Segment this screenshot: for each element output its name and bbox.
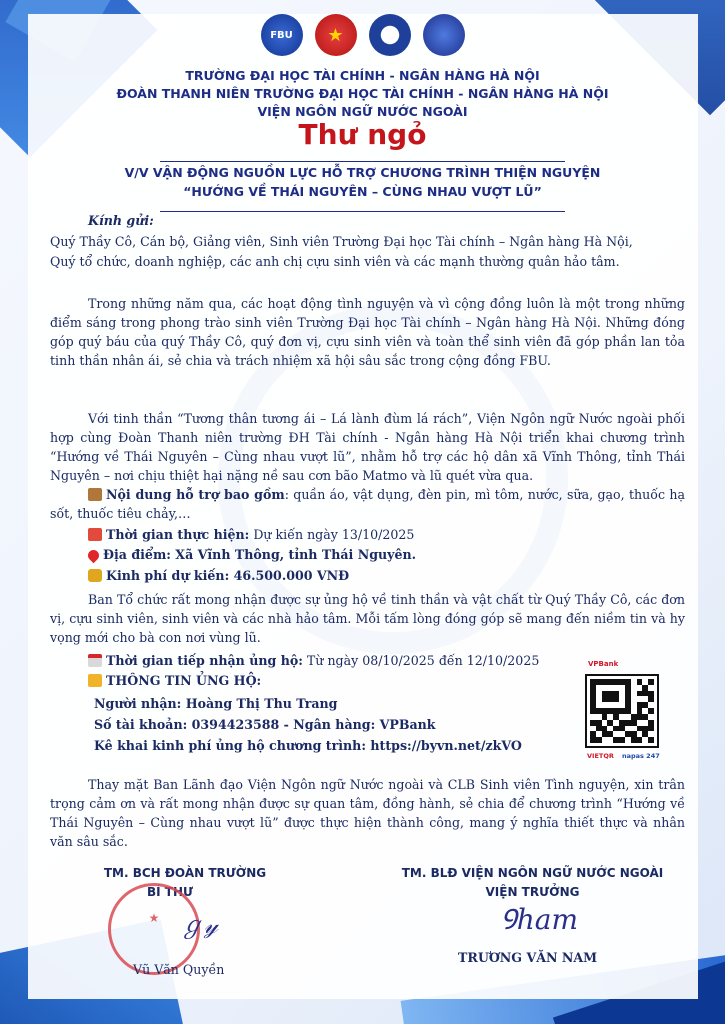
- header-university: TRƯỜNG ĐẠI HỌC TÀI CHÍNH - NGÂN HÀNG HÀ NỘI: [185, 68, 540, 83]
- qr-module: [648, 737, 654, 743]
- header-youth-union: ĐOÀN THANH NIÊN TRƯỜNG ĐẠI HỌC TÀI CHÍNH - NGÂN HÀNG HÀ NỘI: [116, 86, 609, 101]
- right-signatory-title: TM. BLĐ VIỆN NGÔN NGỮ NƯỚC NGOÀI: [401, 866, 664, 880]
- right-signatory-role: VIỆN TRƯỞNG: [485, 885, 580, 899]
- place-label: Địa điểm:: [103, 547, 171, 562]
- receive-row: [88, 653, 539, 668]
- left-signatory-name: Vũ Văn Quyền: [133, 962, 225, 977]
- credit-card-icon: [88, 674, 102, 687]
- subtitle-line1: V/V VẬN ĐỘNG NGUỒN LỰC HỖ TRỢ CHƯƠNG TRÌNH THIỆN NGUYỆN: [124, 165, 601, 180]
- star-icon: ★: [148, 911, 160, 925]
- right-signatory-name: TRƯƠNG VĂN NAM: [458, 950, 598, 965]
- time-label: Thời gian thực hiện:: [106, 527, 250, 542]
- fbu-logo: FBU: [261, 14, 303, 56]
- place-value: Xã Vĩnh Thông, tỉnh Thái Nguyên.: [170, 547, 417, 562]
- calendar-icon: [88, 654, 102, 667]
- right-signature: Ꝯham: [500, 903, 579, 936]
- money-icon: [88, 569, 102, 582]
- vpbank-logo: VPBank: [588, 660, 619, 668]
- budget-row: [88, 568, 349, 583]
- divider: [160, 161, 565, 162]
- info-label: THÔNG TIN ỦNG HỘ:: [106, 673, 262, 688]
- budget-label: Kinh phí dự kiến:: [106, 568, 230, 583]
- school-emblem-logo: [369, 14, 411, 56]
- declare-link[interactable]: Kê khai kinh phí ủng hộ chương trình: https://byvn.net/zkVO: [94, 738, 522, 753]
- paragraph-program: Với tinh thần “Tương thân tương ái – Lá lành đùm lá rách”, Viện Ngôn ngữ Nước ngoài phối hợp cùng Đoàn Thanh niên trường ĐH Tài chính - Ngân hàng Hà Nội triển khai chương trình “Hướng về Thái Nguyên – Cùng nhau vượt lũ”, nhằm hỗ trợ các hộ dân xã Vĩnh Thông, tỉnh Thái Nguyên – nơi chịu thiệt hại nặng nề sau cơn bão Matmo và lũ quét vừa qua.: [50, 411, 685, 483]
- youth-union-logo: ★: [315, 14, 357, 56]
- qr-code: [585, 674, 659, 748]
- page-title: Thư ngỏ: [298, 118, 427, 151]
- greeting-line1: Quý Thầy Cô, Cán bộ, Giảng viên, Sinh viên Trường Đại học Tài chính – Ngân hàng Hà Nội,: [50, 234, 633, 249]
- paragraph-intro: Trong những năm qua, các hoạt động tình nguyện và vì cộng đồng luôn là một trong những điểm sáng trong phong trào sinh viên Trường Đại học Tài chính – Ngân hàng Hà Nội. Những đóng góp quý báu của quý Thầy Cô, quý đơn vị, cựu sinh viên và toàn thể sinh viên đã góp phần lan tỏa tinh thần nhân ái, sẻ chia và trách nhiệm xã hội sâu sắc trong cộng đồng FBU.: [50, 296, 685, 368]
- receive-value: Từ ngày 08/10/2025 đến 12/10/2025: [302, 653, 540, 668]
- logo-row: [0, 14, 725, 56]
- box-icon: [88, 488, 102, 501]
- subtitle-line2: “HƯỚNG VỀ THÁI NGUYÊN – CÙNG NHAU VƯỢT LŨ”: [183, 184, 542, 199]
- institute-logo: [423, 14, 465, 56]
- divider: [160, 211, 565, 212]
- receive-label: Thời gian tiếp nhận ủng hộ:: [106, 653, 303, 668]
- left-signatory-title: TM. BCH ĐOÀN TRƯỜNG: [103, 866, 267, 880]
- paragraph-appeal: Ban Tổ chức rất mong nhận được sự ủng hộ về tinh thần và vật chất từ Quý Thầy Cô, các đơn vị, cựu sinh viên, sinh viên và các nhà hảo tâm. Mỗi tấm lòng đóng góp sẽ mang đến niềm tin và hy vọng mới cho bà con nơi vùng lũ.: [50, 592, 685, 645]
- greeting-label: Kính gửi:: [88, 213, 154, 228]
- time-row: [88, 527, 414, 542]
- header-institute: VIỆN NGÔN NGỮ NƯỚC NGOÀI: [257, 104, 468, 119]
- time-value: Dự kiến ngày 13/10/2025: [249, 527, 415, 542]
- support-text: : quần áo, vật dụng, đèn pin, mì tôm, nước, sữa, gạo, thuốc hạ sốt, thuốc tiêu chảy,…: [50, 487, 685, 521]
- paragraph-closing: Thay mặt Ban Lãnh đạo Viện Ngôn ngữ Nước ngoài và CLB Sinh viên Tình nguyện, xin trân trọng cảm ơn và rất mong nhận được sự quan tâm, đồng hành, sẻ chia để chương trình “Hướng về Thái Nguyên – Cùng nhau vượt lũ” được thực hiện thành công, mang ý nghĩa thiết thực và nhân văn sâu sắc.: [50, 777, 685, 849]
- napas-logo: napas 247: [622, 752, 660, 760]
- pin-icon: [86, 548, 102, 564]
- left-signature: ℊ𝓎: [180, 911, 218, 939]
- recipient: Người nhận: Hoàng Thị Thu Trang: [94, 696, 338, 711]
- vietqr-logo: VIETQR: [587, 752, 614, 760]
- greeting-line2: Quý tổ chức, doanh nghiệp, các anh chị cựu sinh viên và các mạnh thường quân hảo tâm.: [50, 254, 620, 269]
- support-content: [50, 485, 685, 523]
- left-signatory-role: BÍ THƯ: [146, 885, 194, 899]
- place-row: [88, 547, 416, 562]
- truck-icon: [88, 528, 102, 541]
- info-row: [88, 673, 261, 688]
- support-label: Nội dung hỗ trợ bao gồm: [106, 487, 285, 502]
- budget-value: 46.500.000 VNĐ: [229, 568, 350, 583]
- account-number[interactable]: Số tài khoản: 0394423588 - Ngân hàng: VPBank: [94, 717, 436, 732]
